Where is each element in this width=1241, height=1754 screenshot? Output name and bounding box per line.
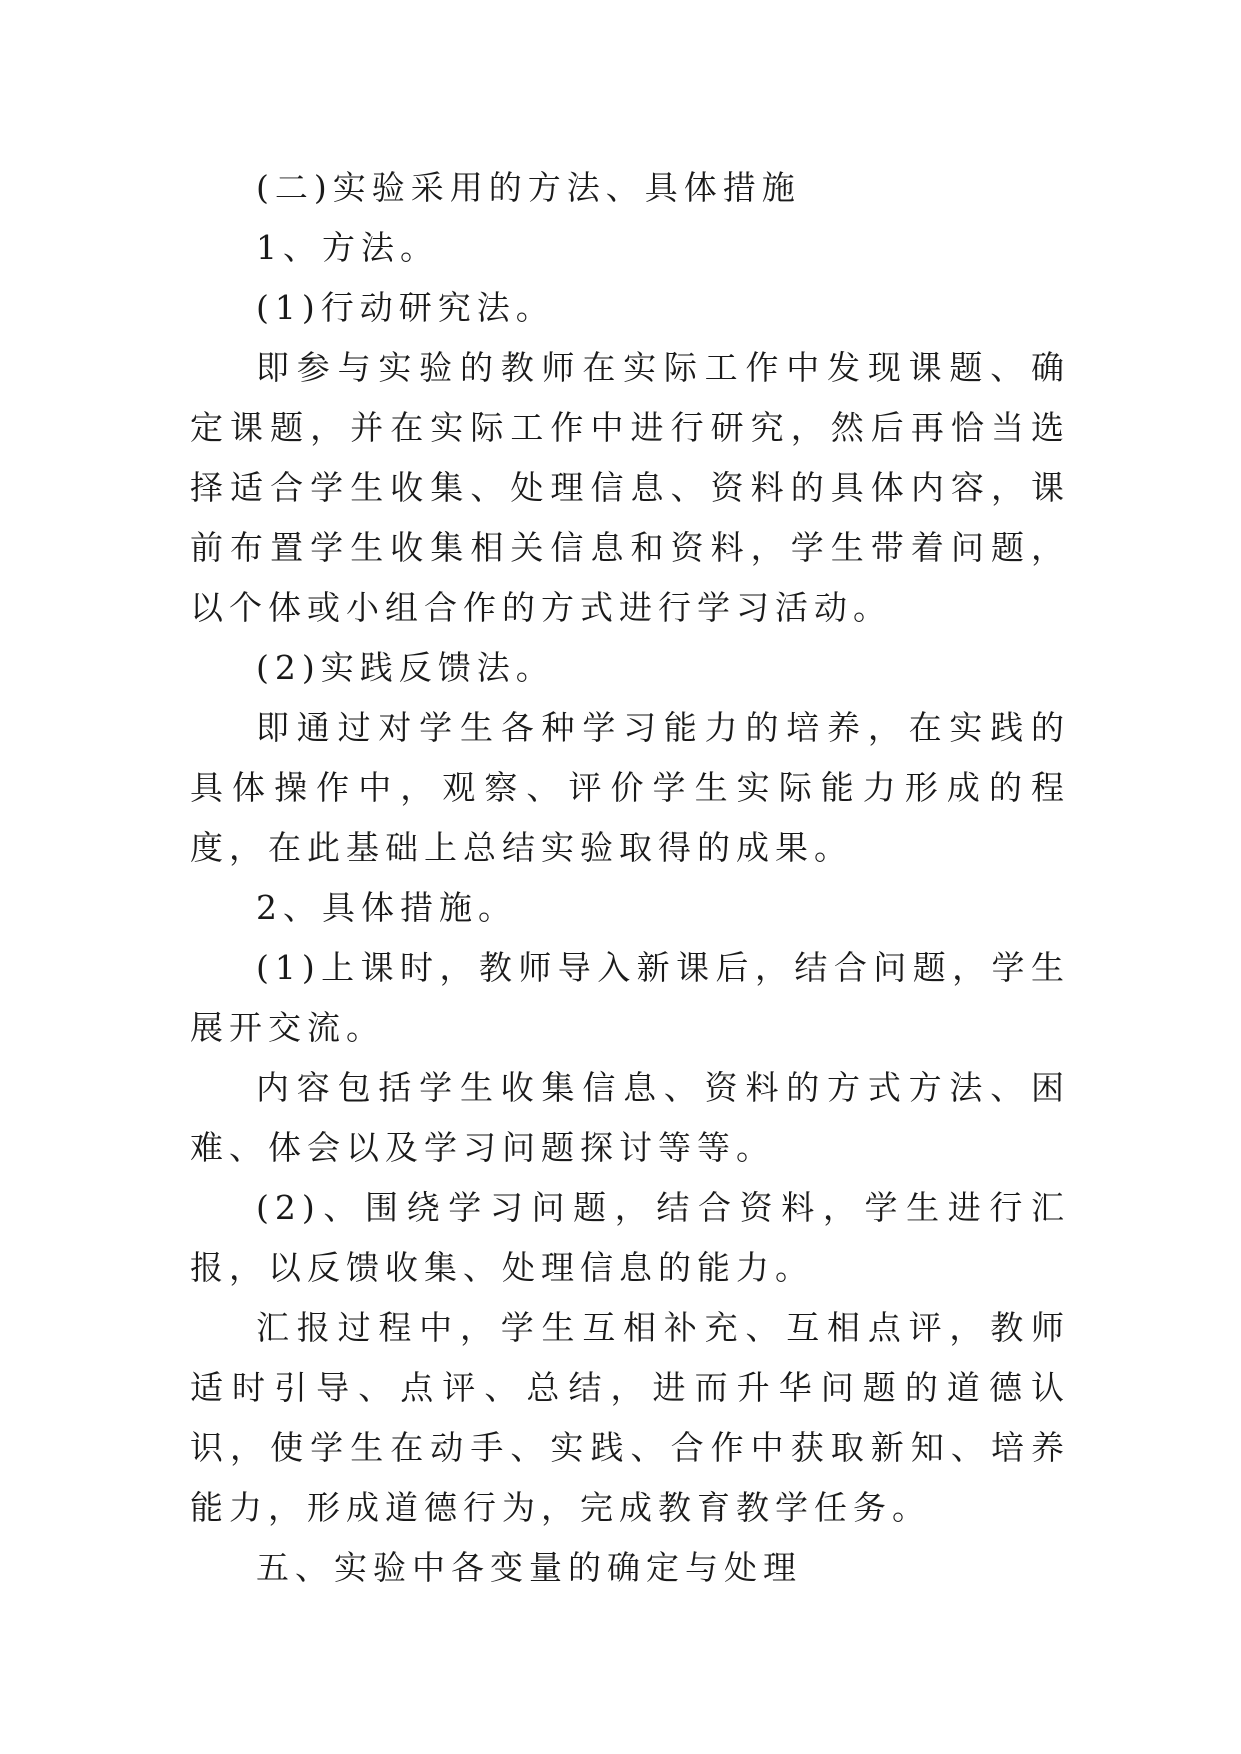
item-practice-feedback: (2)实践反馈法。 — [256, 648, 555, 687]
item-report: (2)、围绕学习问题，结合资料，学生进行汇报，以反馈收集、处理信息的能力。 — [190, 1188, 1070, 1287]
item-class-exchange: (1)上课时，教师导入新课后，结合问题，学生展开交流。 — [190, 948, 1070, 1047]
section-heading-methods: (二)实验采用的方法、具体措施 — [256, 168, 801, 207]
subheading-measures: 2、具体措施。 — [256, 888, 517, 927]
subheading-method: 1、方法。 — [256, 228, 439, 267]
paragraph-exchange-content: 内容包括学生收集信息、资料的方式方法、困难、体会以及学习问题探讨等等。 — [190, 1068, 1070, 1167]
paragraph-report-process: 汇报过程中，学生互相补充、互相点评，教师适时引导、点评、总结，进而升华问题的道德认识，使学生在动手、实践、合作中获取新知、培养能力，形成道德行为，完成教育教学任务。 — [190, 1308, 1070, 1527]
item-action-research: (1)行动研究法。 — [256, 288, 555, 327]
paragraph-action-research: 即参与实验的教师在实际工作中发现课题、确定课题，并在实际工作中进行研究，然后再恰当选择适合学生收集、处理信息、资料的具体内容，课前布置学生收集相关信息和资料，学生带着问题，以个体或小组合作的方式进行学习活动。 — [190, 348, 1070, 627]
paragraph-practice-feedback: 即通过对学生各种学习能力的培养，在实践的具体操作中，观察、评价学生实际能力形成的程度，在此基础上总结实验取得的成果。 — [190, 708, 1070, 867]
document-body — [190, 158, 1070, 1598]
section-heading-variables: 五、实验中各变量的确定与处理 — [256, 1548, 802, 1587]
